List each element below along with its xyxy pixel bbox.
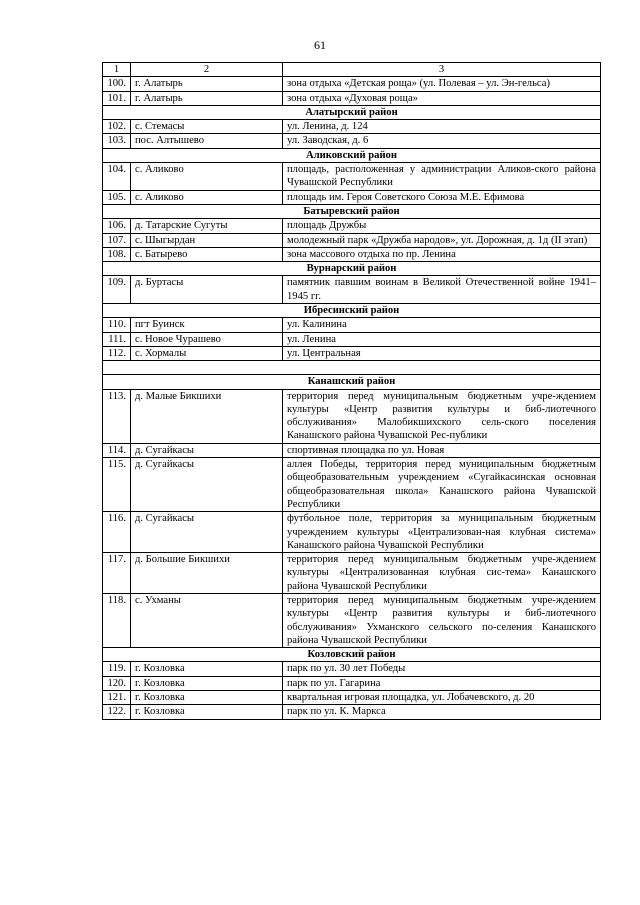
header-cell-number: 1: [103, 63, 131, 77]
table-row: [103, 163, 601, 191]
district-title: Батыревский район: [103, 204, 601, 218]
row-location: д. Большие Бикшихи: [131, 553, 283, 594]
table-header-row: [103, 63, 601, 77]
row-number: 114.: [103, 443, 131, 457]
row-object: парк по ул. К. Маркса: [283, 705, 601, 719]
row-object: молодежный парк «Дружба народов», ул. Дорожная, д. 1д (II этап): [283, 233, 601, 247]
table-row: [103, 219, 601, 233]
row-object: спортивная площадка по ул. Новая: [283, 443, 601, 457]
row-object: аллея Победы, территория перед муниципальным бюджетным общеобразовательным учреждением «Сугайкасинская основная общеобразовательная школа» Канашского района Чувашской Республики: [283, 458, 601, 512]
row-number: 119.: [103, 662, 131, 676]
header-cell-location: 2: [131, 63, 283, 77]
district-title: Вурнарский район: [103, 262, 601, 276]
district-section-row: [103, 648, 601, 662]
row-location: д. Сугайкасы: [131, 512, 283, 553]
table-row: [103, 318, 601, 332]
row-object: площадь, расположенная у администрации Аликов-ского района Чувашской Республики: [283, 163, 601, 191]
row-location: с. Аликово: [131, 190, 283, 204]
table-row: [103, 276, 601, 304]
row-location: с. Ухманы: [131, 593, 283, 647]
row-number: 122.: [103, 705, 131, 719]
row-object: зона отдыха «Детская роща» (ул. Полевая – ул. Эн-гельса): [283, 77, 601, 91]
district-title: Аликовский район: [103, 148, 601, 162]
row-number: 102.: [103, 120, 131, 134]
row-object: парк по ул. 30 лет Победы: [283, 662, 601, 676]
row-location: д. Татарские Сугуты: [131, 219, 283, 233]
row-object: памятник павшим воинам в Великой Отечественной войне 1941–1945 гг.: [283, 276, 601, 304]
table-row: [103, 332, 601, 346]
district-title: Ибресинский район: [103, 304, 601, 318]
row-number: 109.: [103, 276, 131, 304]
table-row: [103, 233, 601, 247]
row-number: 115.: [103, 458, 131, 512]
row-object: ул. Калинина: [283, 318, 601, 332]
table-row: [103, 553, 601, 594]
empty-cell: [103, 361, 601, 375]
objects-table: [102, 62, 601, 720]
row-number: 121.: [103, 691, 131, 705]
row-object: ул. Центральная: [283, 346, 601, 360]
table-row: [103, 662, 601, 676]
row-location: с. Стемасы: [131, 120, 283, 134]
table-row: [103, 443, 601, 457]
row-location: г. Козловка: [131, 691, 283, 705]
table-row: [103, 77, 601, 91]
row-object: площадь им. Героя Советского Союза М.Е. Ефимова: [283, 190, 601, 204]
row-object: ул. Заводская, д. 6: [283, 134, 601, 148]
district-section-row: [103, 105, 601, 119]
row-number: 116.: [103, 512, 131, 553]
row-object: ул. Ленина: [283, 332, 601, 346]
table-row: [103, 676, 601, 690]
table-row: [103, 190, 601, 204]
row-location: с. Шыгырдан: [131, 233, 283, 247]
row-location: г. Алатырь: [131, 77, 283, 91]
row-object: квартальная игровая площадка, ул. Лобачевского, д. 20: [283, 691, 601, 705]
row-location: с. Аликово: [131, 163, 283, 191]
row-number: 107.: [103, 233, 131, 247]
table-body: [103, 63, 601, 720]
row-object: парк по ул. Гагарина: [283, 676, 601, 690]
row-location: д. Буртасы: [131, 276, 283, 304]
row-number: 118.: [103, 593, 131, 647]
row-location: пгт Буинск: [131, 318, 283, 332]
row-number: 108.: [103, 247, 131, 261]
row-object: территория перед муниципальным бюджетным учре-ждением культуры «Централизованная клубная сис-тема» Канашского района Чувашской Республики: [283, 553, 601, 594]
row-number: 103.: [103, 134, 131, 148]
district-title: Козловский район: [103, 648, 601, 662]
row-object: футбольное поле, территория за муниципальным бюджетным учреждением культуры «Централизован-ная клубная система» Канашского района Чувашской Республики: [283, 512, 601, 553]
row-object: ул. Ленина, д. 124: [283, 120, 601, 134]
empty-row: [103, 361, 601, 375]
row-number: 106.: [103, 219, 131, 233]
table-row: [103, 120, 601, 134]
row-number: 111.: [103, 332, 131, 346]
district-section-row: [103, 262, 601, 276]
row-number: 113.: [103, 389, 131, 443]
row-number: 104.: [103, 163, 131, 191]
table-row: [103, 91, 601, 105]
page-number: 61: [314, 38, 326, 52]
row-location: д. Малые Бикшихи: [131, 389, 283, 443]
row-number: 117.: [103, 553, 131, 594]
row-object: зона отдыха «Духовая роща»: [283, 91, 601, 105]
header-cell-object: 3: [283, 63, 601, 77]
row-location: г. Алатырь: [131, 91, 283, 105]
table-row: [103, 247, 601, 261]
row-location: г. Козловка: [131, 705, 283, 719]
table-row: [103, 593, 601, 647]
row-number: 100.: [103, 77, 131, 91]
row-number: 101.: [103, 91, 131, 105]
row-number: 112.: [103, 346, 131, 360]
row-location: г. Козловка: [131, 662, 283, 676]
row-object: зона массового отдыха по пр. Ленина: [283, 247, 601, 261]
row-object: территория перед муниципальным бюджетным учре-ждением культуры «Центр развития культуры и биб-лиотечного обслуживания» Малобикшихского сель-ского поселения Канашского района Чувашской Рес-публики: [283, 389, 601, 443]
table-row: [103, 134, 601, 148]
table-row: [103, 389, 601, 443]
row-object: площадь Дружбы: [283, 219, 601, 233]
row-object: территория перед муниципальным бюджетным учре-ждением культуры «Центр развития культуры и биб-лиотечного обслуживания» Ухманского сельского по-селения Канашского района Чувашской Республики: [283, 593, 601, 647]
table-row: [103, 458, 601, 512]
row-location: с. Новое Чурашево: [131, 332, 283, 346]
row-number: 105.: [103, 190, 131, 204]
district-title: Канашский район: [103, 375, 601, 389]
district-section-row: [103, 204, 601, 218]
row-location: г. Козловка: [131, 676, 283, 690]
row-location: д. Сугайкасы: [131, 458, 283, 512]
table-row: [103, 346, 601, 360]
table-row: [103, 705, 601, 719]
row-number: 120.: [103, 676, 131, 690]
district-section-row: [103, 375, 601, 389]
row-location: с. Батырево: [131, 247, 283, 261]
district-title: Алатырский район: [103, 105, 601, 119]
row-number: 110.: [103, 318, 131, 332]
table-row: [103, 691, 601, 705]
district-section-row: [103, 148, 601, 162]
district-section-row: [103, 304, 601, 318]
row-location: с. Хормалы: [131, 346, 283, 360]
table-row: [103, 512, 601, 553]
row-location: д. Сугайкасы: [131, 443, 283, 457]
row-location: пос. Алтышево: [131, 134, 283, 148]
